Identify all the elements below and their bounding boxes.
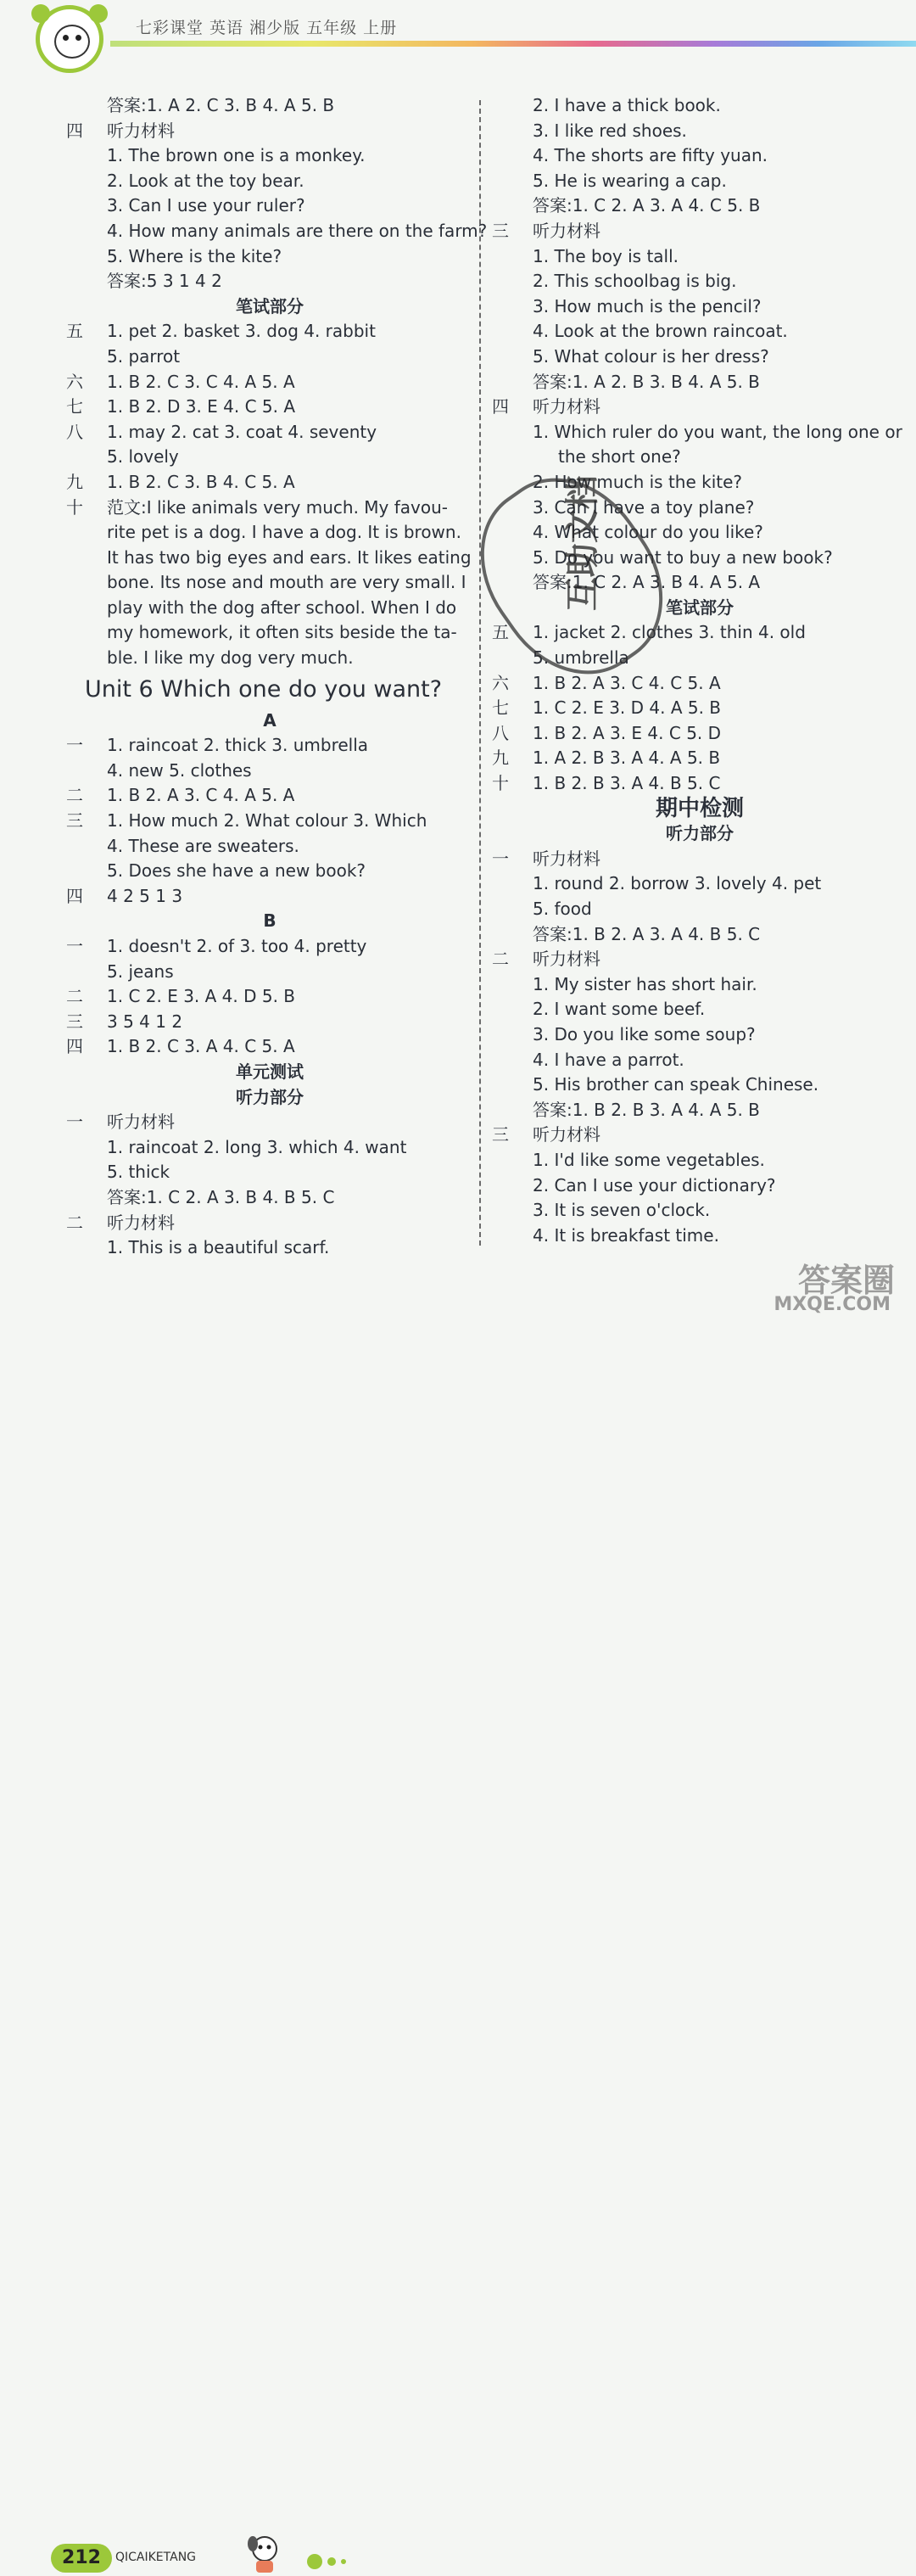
line-text: 3. How much is the pencil?: [533, 295, 762, 316]
answer-line: [492, 193, 908, 219]
answer-line: [66, 1160, 473, 1185]
answer-line: [492, 1098, 908, 1123]
answer-line: [66, 596, 473, 621]
question-number: 二: [66, 785, 83, 806]
line-text: 1. Which ruler do you want, the long one or: [533, 421, 902, 442]
answer-line: [66, 119, 473, 144]
line-text: 1. may 2. cat 3. coat 4. seventy: [107, 421, 377, 442]
line-text: 答案:1. C 2. A 3. B 4. A 5. A: [533, 572, 761, 593]
line-text: 1. jacket 2. clothes 3. thin 4. old: [533, 622, 806, 643]
answer-line: [492, 1198, 908, 1224]
answer-line: [66, 420, 473, 445]
question-number: 六: [492, 672, 509, 693]
question-number: 四: [66, 885, 83, 906]
question-number: 一: [66, 735, 83, 756]
question-number: 五: [66, 321, 83, 342]
line-text: 1. This is a beautiful scarf.: [107, 1237, 330, 1258]
answer-line: [66, 884, 473, 910]
line-text: 1. B 2. B 3. A 4. B 5. C: [533, 773, 721, 794]
answer-line: [492, 897, 908, 922]
line-text: A: [263, 709, 276, 731]
answer-line: [492, 1072, 908, 1098]
answer-line: [492, 445, 908, 470]
answer-line: [66, 984, 473, 1010]
line-text: 4. How many animals are there on the farm?: [107, 220, 488, 241]
answer-line: [492, 169, 908, 194]
section-heading: [66, 1085, 473, 1111]
page-number: 212: [51, 2544, 112, 2573]
answer-line: [66, 759, 473, 784]
line-text: 4 2 5 1 3: [107, 885, 183, 906]
line-text: 2. This schoolbag is big.: [533, 271, 737, 292]
answer-line: [492, 219, 908, 244]
answer-line: [492, 997, 908, 1022]
answer-line: [492, 370, 908, 395]
column-divider: [479, 100, 481, 1246]
mascot-logo-icon: [36, 5, 103, 73]
line-text: B: [263, 910, 276, 932]
line-text: 1. I'd like some vegetables.: [533, 1149, 765, 1170]
answer-line: [492, 1224, 908, 1249]
line-text: 答案:1. B 2. B 3. A 4. A 5. B: [533, 1099, 760, 1120]
answer-line: [492, 847, 908, 872]
question-number: 九: [492, 748, 509, 769]
line-text: 4. It is breakfast time.: [533, 1224, 719, 1246]
question-number: 七: [66, 396, 83, 417]
line-text: 1. The brown one is a monkey.: [107, 145, 366, 166]
answer-line: [66, 1185, 473, 1211]
question-number: 八: [66, 421, 83, 442]
answer-line: [492, 696, 908, 721]
line-text: 5. He is wearing a cap.: [533, 170, 727, 191]
line-text: 答案:5 3 1 4 2: [107, 271, 222, 292]
line-text: 4. I have a parrot.: [533, 1049, 684, 1070]
answer-line: [492, 420, 908, 445]
answer-line: [492, 922, 908, 948]
line-text: 5. Where is the kite?: [107, 245, 282, 266]
line-text: 听力材料: [533, 949, 600, 970]
line-text: 答案:1. C 2. A 3. B 4. B 5. C: [107, 1186, 335, 1207]
question-number: 三: [492, 220, 509, 241]
line-text: 1. raincoat 2. thick 3. umbrella: [107, 735, 369, 756]
question-number: 四: [492, 396, 509, 417]
question-number: 三: [66, 810, 83, 832]
line-text: 1. B 2. C 3. A 4. C 5. A: [107, 1036, 295, 1057]
line-text: 听力材料: [107, 1212, 175, 1233]
answer-line: [492, 395, 908, 420]
answer-line: [66, 143, 473, 169]
line-text: 3. Can I have a toy plane?: [533, 496, 755, 518]
line-text: 单元测试: [236, 1061, 304, 1082]
answer-line: [66, 620, 473, 646]
question-number: 六: [66, 371, 83, 392]
site-watermark: 答案圈: [797, 1262, 895, 1299]
line-text: 2. Look at the toy bear.: [107, 170, 304, 191]
line-text: 2. I want some beef.: [533, 999, 706, 1020]
line-text: 5. His brother can speak Chinese.: [533, 1074, 819, 1095]
section-heading: [66, 1060, 473, 1085]
unit-title: [66, 671, 473, 708]
answer-line: [492, 972, 908, 998]
line-text: 1. pet 2. basket 3. dog 4. rabbit: [107, 321, 376, 342]
line-text: the short one?: [558, 446, 681, 468]
line-text: 3. Do you like some soup?: [533, 1023, 756, 1044]
line-text: 4. Look at the brown raincoat.: [533, 321, 788, 342]
line-text: 1. The boy is tall.: [533, 245, 679, 266]
answer-line: [66, 570, 473, 596]
line-text: 范文:I like animals very much. My favou-: [107, 496, 449, 518]
line-text: 笔试部分: [666, 596, 734, 618]
answer-line: [66, 546, 473, 571]
answer-line: [66, 809, 473, 834]
watermark-stamp: 互助文档: [449, 448, 695, 705]
brand-name: QICAIKETANG: [115, 2551, 197, 2564]
line-text: 听力材料: [533, 220, 600, 241]
answer-line: [492, 746, 908, 771]
question-number: 五: [492, 622, 509, 643]
line-text: 答案:1. A 2. C 3. B 4. A 5. B: [107, 95, 335, 115]
line-text: 4. These are sweaters.: [107, 835, 299, 856]
answer-line: [492, 119, 908, 144]
answer-line: [66, 470, 473, 496]
line-text: 2. Can I use your dictionary?: [533, 1174, 776, 1196]
answer-line: [492, 947, 908, 972]
question-number: 四: [66, 120, 83, 141]
line-text: 听力部分: [236, 1086, 304, 1107]
answer-line: [66, 1010, 473, 1035]
question-number: 四: [66, 1036, 83, 1057]
answer-line: [492, 319, 908, 344]
line-text: 1. doesn't 2. of 3. too 4. pretty: [107, 936, 367, 956]
question-number: 十: [492, 773, 509, 794]
answer-line: [492, 344, 908, 370]
section-heading: [66, 294, 473, 320]
site-watermark-url: MXQE.COM: [774, 1294, 891, 1315]
line-text: 1. round 2. borrow 3. lovely 4. pet: [533, 873, 822, 894]
answer-line: [492, 1173, 908, 1199]
line-text: 1. C 2. E 3. A 4. D 5. B: [107, 986, 296, 1007]
answer-line: [492, 1123, 908, 1148]
line-text: 3. It is seven o'clock.: [533, 1200, 711, 1221]
line-text: 5. parrot: [107, 345, 181, 367]
answer-line: [66, 1135, 473, 1161]
line-text: 1. C 2. E 3. D 4. A 5. B: [533, 697, 722, 719]
line-text: 听力材料: [107, 120, 175, 141]
mascot-icon: [239, 2534, 287, 2576]
question-number: 一: [66, 936, 83, 956]
line-text: 1. B 2. A 3. E 4. C 5. D: [533, 722, 722, 743]
line-text: 1. B 2. A 3. C 4. C 5. A: [533, 672, 721, 693]
line-text: 5. thick: [107, 1162, 170, 1183]
line-text: Unit 6 Which one do you want?: [85, 675, 443, 703]
decorative-dots: [307, 2552, 351, 2569]
answer-line: [66, 1211, 473, 1236]
question-number: 二: [66, 1212, 83, 1233]
line-text: 4. The shorts are fifty yuan.: [533, 145, 768, 166]
answer-line: [492, 671, 908, 697]
answer-line: [66, 169, 473, 194]
answer-line: [66, 1034, 473, 1060]
page-header: [0, 0, 916, 64]
section-heading: [66, 909, 473, 934]
line-text: 5. What colour is her dress?: [533, 345, 769, 367]
answer-line: [66, 193, 473, 219]
question-number: 一: [66, 1112, 83, 1133]
answer-line: [66, 733, 473, 759]
line-text: ble. I like my dog very much.: [107, 647, 354, 669]
line-text: 听力材料: [533, 848, 600, 869]
line-text: 听力材料: [533, 396, 600, 417]
answer-line: [66, 834, 473, 860]
line-text: 听力材料: [107, 1112, 175, 1133]
line-text: bone. Its nose and mouth are very small. I: [107, 572, 466, 593]
question-number: 三: [492, 1124, 509, 1145]
answer-line: [492, 1022, 908, 1048]
answer-line: [66, 859, 473, 884]
section-heading: [492, 821, 908, 847]
line-text: 1. A 2. B 3. A 4. A 5. B: [533, 748, 721, 769]
answer-line: [66, 934, 473, 960]
line-text: 1. raincoat 2. long 3. which 4. want: [107, 1136, 407, 1157]
answer-line: [492, 771, 908, 797]
answer-line: [492, 1048, 908, 1073]
answer-line: [492, 93, 908, 119]
answer-line: [66, 244, 473, 270]
answer-line: [66, 646, 473, 671]
book-title: 七彩课堂 英语 湘少版 五年级 上册: [136, 19, 398, 37]
question-number: 一: [492, 848, 509, 869]
line-text: 1. B 2. D 3. E 4. C 5. A: [107, 396, 296, 417]
line-text: 4. What colour do you like?: [533, 522, 763, 543]
answer-line: [492, 143, 908, 169]
line-text: 答案:1. B 2. A 3. A 4. B 5. C: [533, 923, 761, 944]
question-number: 八: [492, 722, 509, 743]
question-number: 十: [66, 496, 83, 518]
left-column: [66, 93, 488, 1261]
line-text: 1. B 2. C 3. C 4. A 5. A: [107, 371, 295, 392]
answer-line: [492, 294, 908, 320]
answer-line: [492, 269, 908, 294]
question-number: 二: [492, 949, 509, 970]
answer-line: [66, 1110, 473, 1135]
answer-line: [492, 871, 908, 897]
line-text: 5. lovely: [107, 446, 179, 468]
question-number: 二: [66, 986, 83, 1007]
line-text: 5. Do you want to buy a new book?: [533, 546, 833, 568]
line-text: 5. food: [533, 899, 592, 919]
answer-line: [66, 520, 473, 546]
line-text: 5. umbrella: [533, 647, 629, 669]
answer-line: [66, 219, 488, 244]
answer-line: [66, 319, 473, 344]
line-text: 1. How much 2. What colour 3. Which: [107, 810, 427, 832]
right-column: [492, 93, 908, 1248]
line-text: 2. I have a thick book.: [533, 95, 721, 115]
line-text: 3. Can I use your ruler?: [107, 195, 305, 216]
answer-line: [66, 445, 473, 470]
line-text: 听力部分: [666, 823, 734, 844]
line-text: 2. How much is the kite?: [533, 471, 743, 492]
question-number: 七: [492, 697, 509, 719]
line-text: 期中检测: [655, 795, 744, 821]
line-text: 3. I like red shoes.: [533, 120, 687, 141]
line-text: 1. B 2. A 3. C 4. A 5. A: [107, 785, 295, 806]
answer-line: [492, 1148, 908, 1173]
line-text: 听力材料: [533, 1124, 600, 1145]
answer-line: [492, 721, 908, 747]
line-text: 5. jeans: [107, 960, 174, 982]
line-text: 笔试部分: [236, 295, 304, 316]
rainbow-header-bar: [110, 41, 916, 47]
answer-line: [66, 496, 473, 521]
answer-line: [66, 269, 473, 294]
section-heading: [492, 797, 908, 822]
line-text: play with the dog after school. When I do: [107, 596, 457, 618]
question-number: 三: [66, 1011, 83, 1032]
line-text: 5. Does she have a new book?: [107, 860, 366, 882]
line-text: my homework, it often sits beside the ta-: [107, 622, 457, 643]
answer-line: [66, 370, 473, 395]
line-text: rite pet is a dog. I have a dog. It is brown.: [107, 522, 461, 543]
answer-line: [66, 783, 473, 809]
answer-line: [66, 395, 473, 420]
line-text: 3 5 4 1 2: [107, 1011, 183, 1032]
question-number: 九: [66, 471, 83, 492]
answer-line: [66, 960, 473, 985]
line-text: 1. B 2. C 3. B 4. C 5. A: [107, 471, 295, 492]
line-text: It has two big eyes and ears. It likes eating: [107, 546, 472, 568]
answer-line: [492, 244, 908, 270]
line-text: 1. My sister has short hair.: [533, 973, 757, 994]
answer-line: [66, 344, 473, 370]
line-text: 答案:1. C 2. A 3. A 4. C 5. B: [533, 195, 761, 216]
line-text: 4. new 5. clothes: [107, 759, 252, 781]
section-heading: [66, 708, 473, 734]
line-text: 答案:1. A 2. B 3. B 4. A 5. B: [533, 371, 760, 392]
answer-line: [66, 93, 473, 119]
